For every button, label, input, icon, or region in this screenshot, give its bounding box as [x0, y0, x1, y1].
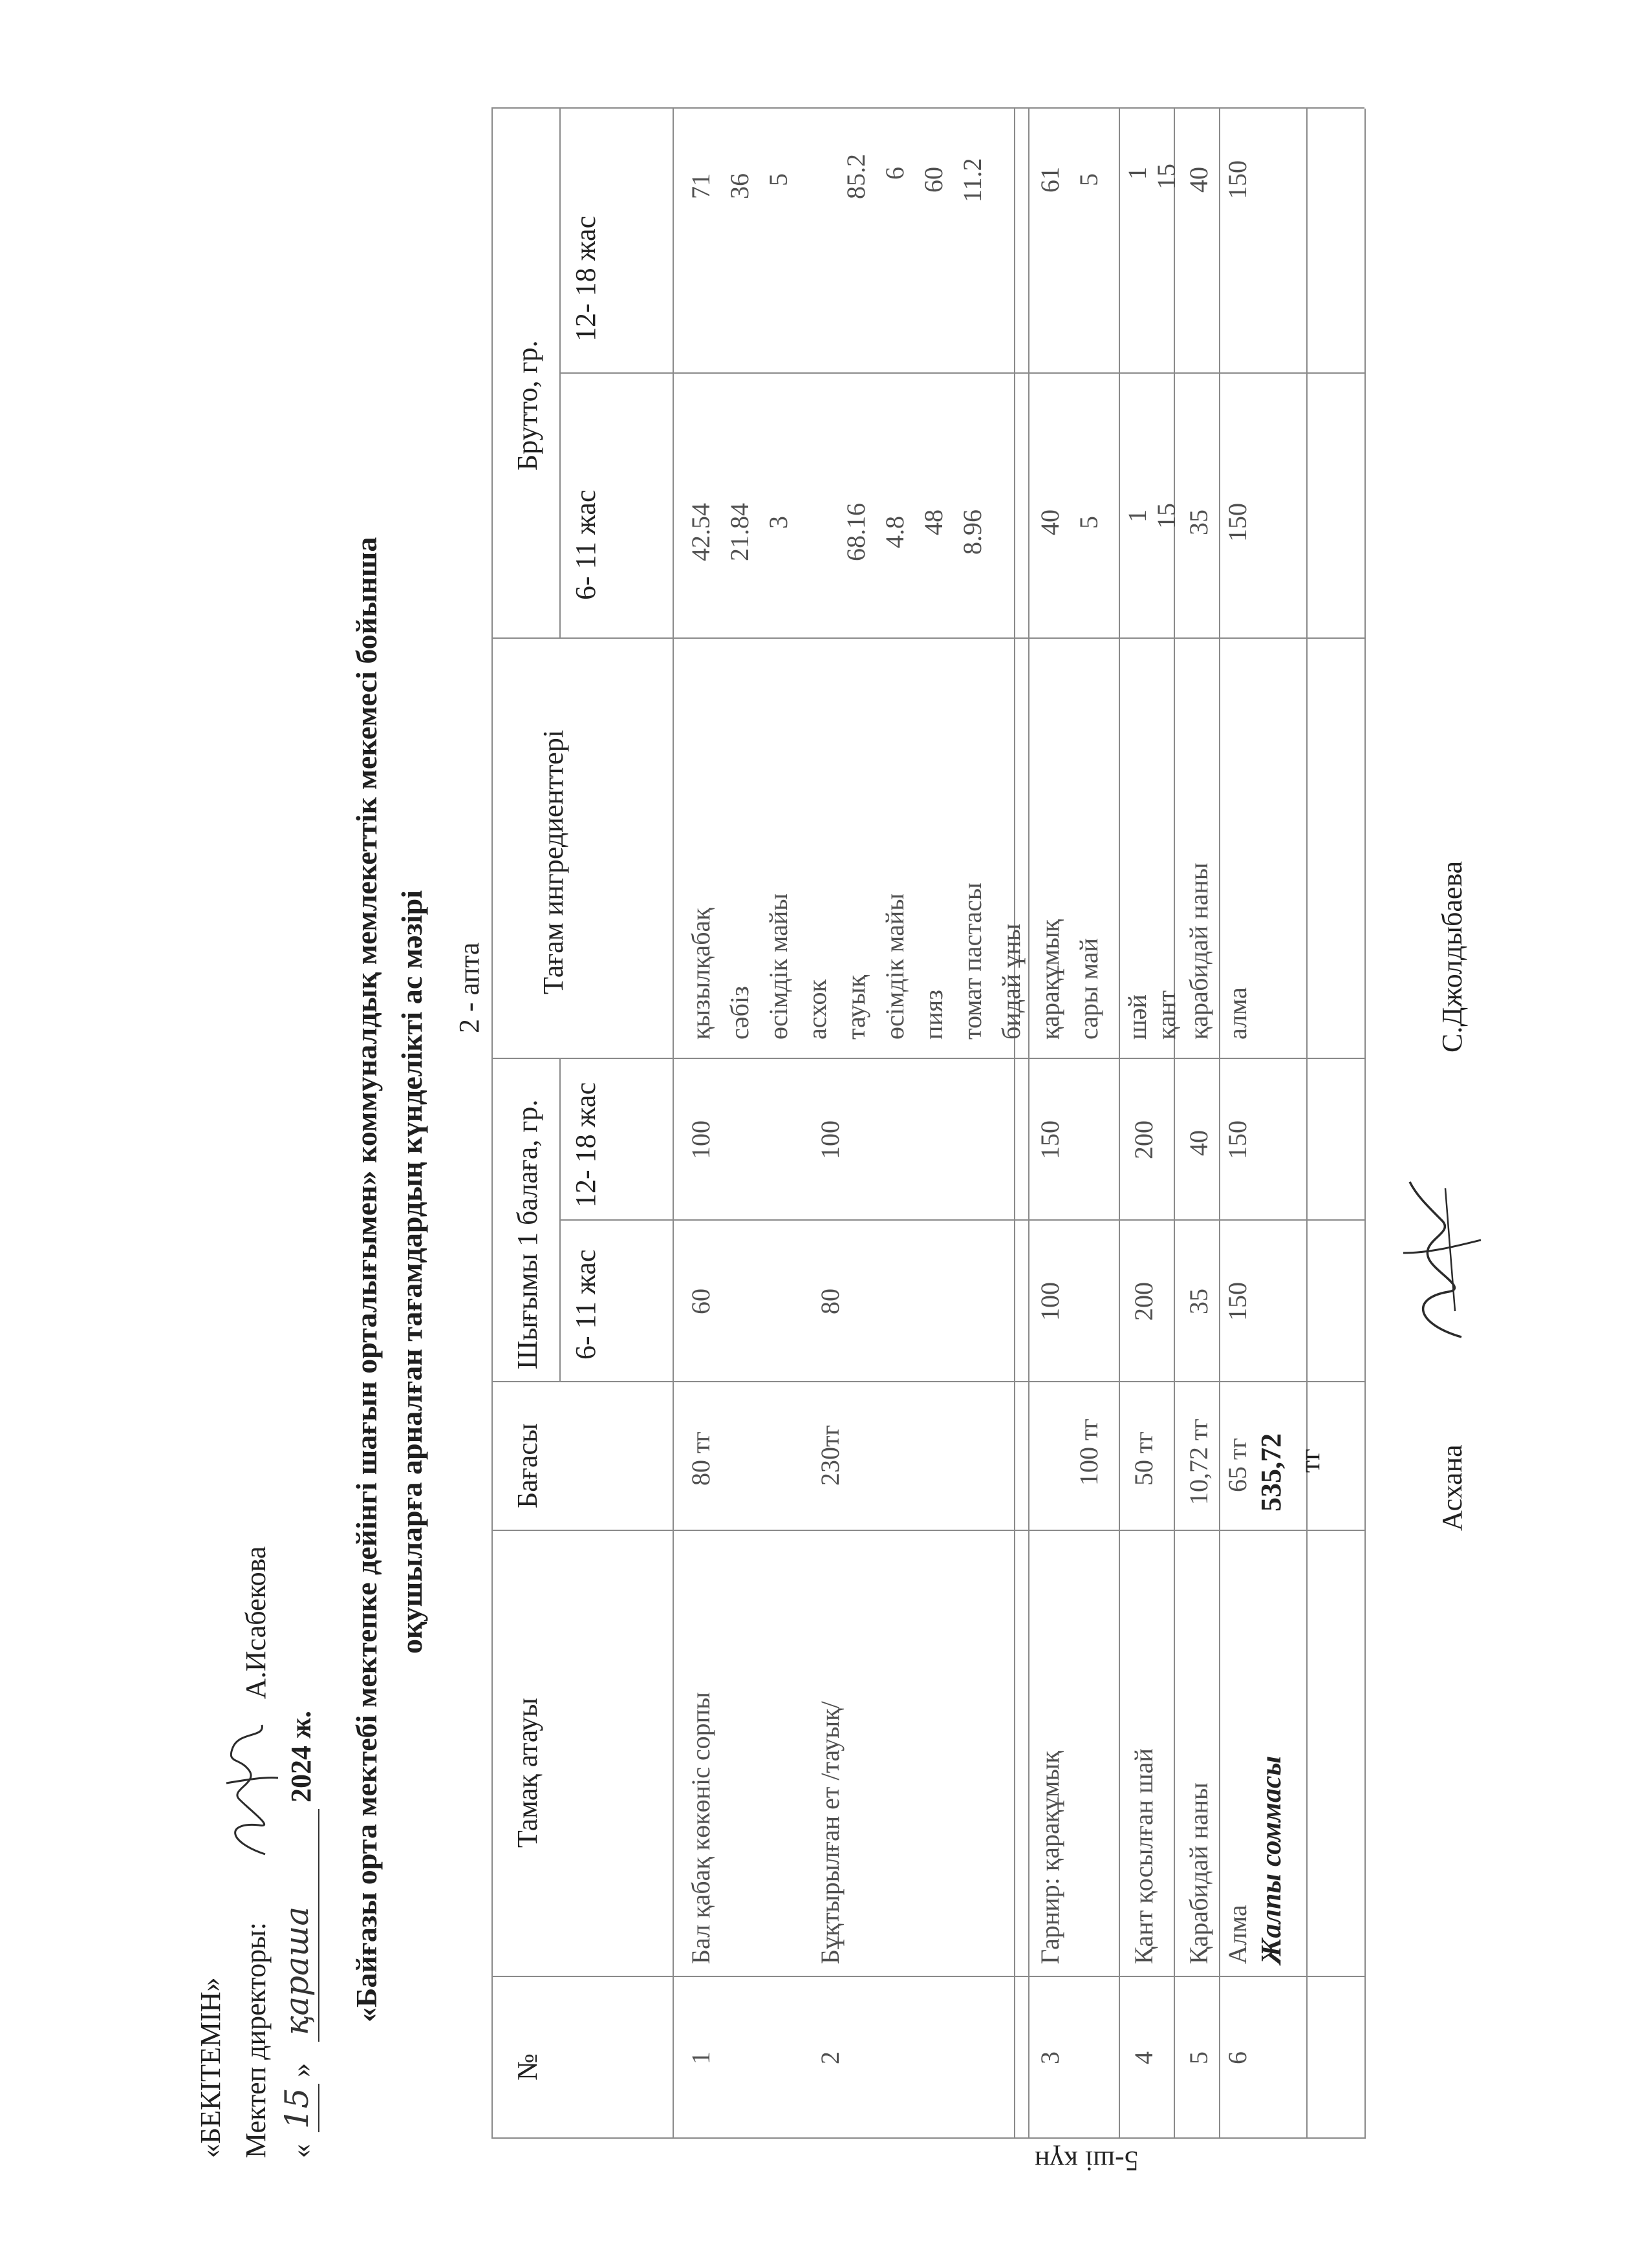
week-label: 2 - апта	[453, 942, 485, 1033]
total-unit: тг	[1294, 1448, 1326, 1473]
row2-brutto2: 11.2	[958, 158, 987, 202]
row1-num: 1	[686, 2051, 715, 2064]
row5-brutto1: 35	[1184, 509, 1213, 535]
director-signature	[213, 1718, 285, 1861]
row5-brutto2: 40	[1184, 167, 1213, 193]
row3-ingredient: сары май	[1074, 937, 1103, 1040]
row2-ingredient: пияз	[919, 989, 948, 1040]
header-num: №	[512, 2053, 543, 2081]
header-dish: Тамақ атауы	[512, 1698, 543, 1848]
row2-brutto1: 48	[919, 509, 948, 535]
document-title-line2: оқушыларға арналған тағамдардың күнделікті ас мәзірі	[395, 890, 428, 1654]
row2-portion1: 80	[815, 1289, 845, 1314]
header-brutto-age2: 12- 18 жас	[570, 215, 601, 341]
header-portion-age2: 12- 18 жас	[570, 1082, 601, 1208]
row2-ingredient: бидай ұны	[997, 923, 1026, 1040]
row2-portion2: 100	[815, 1120, 845, 1159]
row1-brutto2: 71	[686, 173, 715, 199]
row6-price: 65 тг	[1223, 1438, 1252, 1492]
row2-brutto1: 68.16	[841, 503, 870, 561]
cook-label: Асхана	[1436, 1444, 1468, 1531]
row4-ingredient: қант	[1152, 990, 1181, 1040]
row4-dish: Қант қосылған шай	[1129, 1748, 1158, 1964]
row4-brutto2: 1	[1123, 167, 1152, 180]
row4-price: 50 тг	[1129, 1431, 1158, 1486]
row6-portion1: 150	[1223, 1282, 1252, 1321]
header-ingredients: Тағам ингредиенттері	[537, 729, 569, 994]
row1-price: 80 тг	[686, 1431, 715, 1486]
cook-name: С.Джолдыбаева	[1436, 861, 1468, 1053]
row2-ingredient: тауық	[841, 975, 870, 1040]
row1-brutto1: 42.54	[686, 503, 715, 561]
date-year: 2024 ж.	[285, 1711, 317, 1803]
row4-brutto1: 15	[1152, 503, 1181, 529]
row2-dish: Бұқтырылған ет /тауық/	[815, 1701, 845, 1964]
row1-brutto1: 3	[764, 516, 793, 529]
row4-portion1: 200	[1129, 1282, 1158, 1321]
row1-dish: Бал қабақ көкөніс сорпы	[686, 1692, 715, 1964]
row6-num: 6	[1223, 2051, 1252, 2064]
director-label: Мектеп директоры:	[240, 1922, 272, 2158]
row1-portion1: 60	[686, 1289, 715, 1314]
row2-ingredient: өсімдік майы	[880, 893, 909, 1040]
row3-brutto2: 5	[1074, 173, 1103, 186]
row3-portion2: 150	[1035, 1120, 1064, 1159]
row2-ingredient: асхок	[803, 979, 832, 1040]
row1-brutto2: 36	[725, 173, 754, 199]
date-quote-close: »	[285, 2063, 317, 2077]
cook-signature	[1390, 1169, 1487, 1350]
date-quote-open: «	[285, 2144, 317, 2158]
row3-brutto1: 40	[1035, 509, 1064, 535]
row3-num: 3	[1035, 2051, 1064, 2064]
row3-dish: Гарнир: қарақұмық	[1035, 1751, 1064, 1964]
row4-brutto2: 15	[1152, 164, 1181, 189]
document-title-line1: «Байғазы орта мектебі мектепке дейінгі шағын орталығымен» коммуналдық мемлекеттік мекемесі бойынша	[350, 537, 383, 2022]
row2-brutto2: 85.2	[841, 154, 870, 199]
row5-num: 5	[1184, 2051, 1213, 2064]
day-label: 5-ші күн	[1035, 2145, 1139, 2177]
row2-ingredient: томат пастасы	[958, 883, 987, 1040]
row2-brutto1: 4.8	[880, 516, 909, 548]
row5-dish: Қарабидай наны	[1184, 1782, 1213, 1964]
row6-brutto1: 150	[1223, 503, 1252, 542]
date-day: 15	[278, 2088, 316, 2129]
row4-portion2: 200	[1129, 1120, 1158, 1159]
total-label: Жалпы соммасы	[1255, 1755, 1287, 1964]
row5-price: 10,72 тг	[1184, 1418, 1213, 1505]
header-portion: Шығымы 1 балаға, гр.	[512, 1099, 543, 1369]
row3-ingredient: қарақұмық	[1035, 919, 1064, 1040]
row1-brutto1: 21.84	[725, 503, 754, 561]
row3-portion1: 100	[1035, 1282, 1064, 1321]
director-name: А.Исабекова	[240, 1546, 272, 1699]
row2-price: 230тг	[815, 1425, 845, 1486]
row3-brutto1: 5	[1074, 516, 1103, 529]
row2-brutto1: 8.96	[958, 509, 987, 555]
row1-ingredient: қызылқабақ	[686, 908, 715, 1040]
row4-num: 4	[1129, 2051, 1158, 2064]
row3-price: 100 тг	[1074, 1418, 1103, 1486]
row2-num: 2	[815, 2051, 845, 2064]
row4-ingredient: шәй	[1123, 994, 1152, 1040]
header-brutto-age1: 6- 11 жас	[570, 489, 601, 600]
approval-org: «БЕКІТЕМІН»	[195, 1977, 226, 2158]
row6-ingredient: алма	[1223, 987, 1252, 1040]
header-portion-age1: 6- 11 жас	[570, 1249, 601, 1360]
row1-portion2: 100	[686, 1120, 715, 1159]
row1-ingredient: сәбіз	[725, 986, 754, 1040]
row5-portion1: 35	[1184, 1289, 1213, 1314]
header-price: Бағасы	[512, 1423, 543, 1508]
row3-brutto2: 61	[1035, 167, 1064, 193]
row1-ingredient: өсімдік майы	[764, 893, 793, 1040]
date-month: қараша	[278, 1906, 316, 2035]
row6-brutto2: 150	[1223, 160, 1252, 199]
header-brutto: Брутто, гр.	[512, 340, 543, 471]
row5-portion2: 40	[1184, 1130, 1213, 1156]
row2-brutto2: 60	[919, 167, 948, 193]
row4-brutto1: 1	[1123, 509, 1152, 522]
row6-dish: Алма	[1223, 1905, 1252, 1964]
row2-brutto2: 6	[880, 167, 909, 180]
total-value: 535,72	[1255, 1433, 1287, 1512]
row6-portion2: 150	[1223, 1120, 1252, 1159]
row5-ingredient: қарабидай наны	[1184, 862, 1213, 1040]
row1-brutto2: 5	[764, 173, 793, 186]
